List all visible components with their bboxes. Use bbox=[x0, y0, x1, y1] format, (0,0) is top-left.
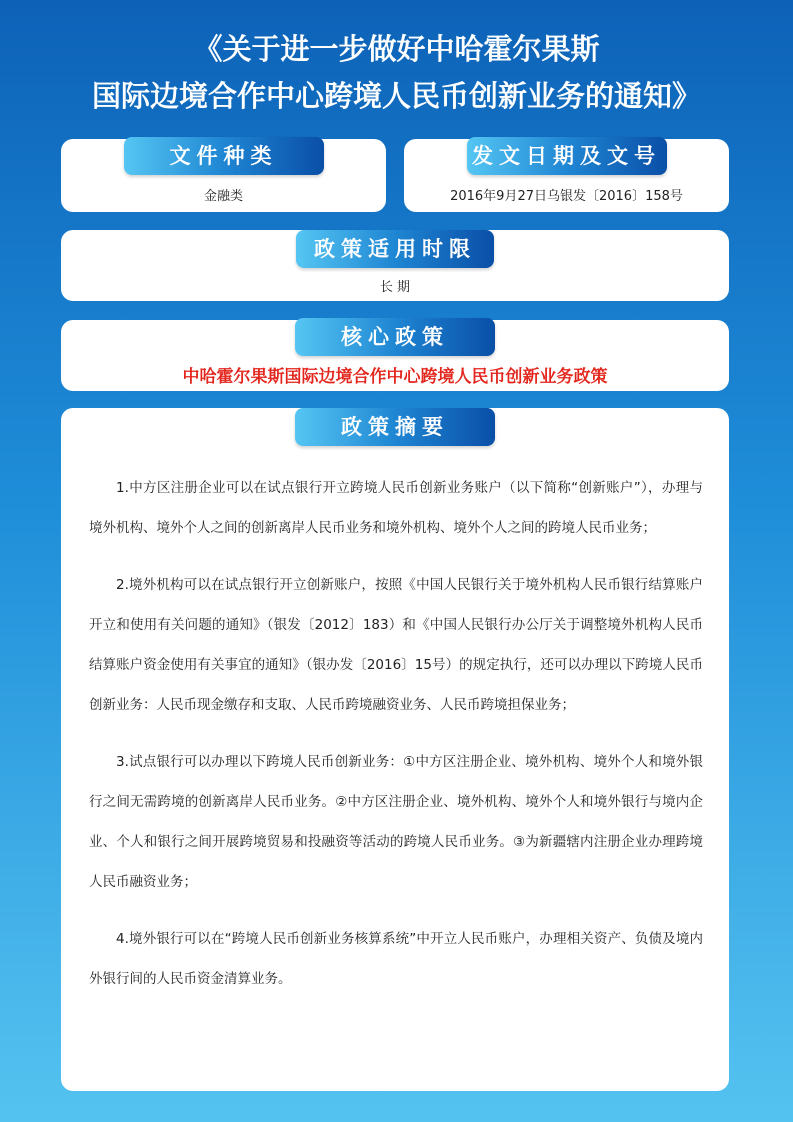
issue-info-label: 发文日期及文号 bbox=[467, 137, 667, 175]
core-policy-label: 核心政策 bbox=[295, 318, 495, 356]
summary-card bbox=[61, 408, 729, 1091]
issue-info-card bbox=[404, 139, 729, 212]
issue-info-value: 2016年9月27日乌银发〔2016〕158号 bbox=[450, 189, 683, 204]
core-policy-card bbox=[61, 320, 729, 391]
summary-paragraph-1: 1.中方区注册企业可以在试点银行开立跨境人民币创新业务账户（以下简称“创新账户”），办理与境外机构、境外个人之间的创新离岸人民币业务和境外机构、境外个人之间的跨境人民币业务； bbox=[89, 480, 703, 536]
validity-card bbox=[61, 230, 729, 301]
summary-body bbox=[89, 468, 703, 1016]
file-type-card bbox=[61, 139, 386, 212]
file-type-value: 金融类 bbox=[203, 189, 243, 204]
summary-label: 政策摘要 bbox=[295, 408, 495, 446]
summary-paragraph-2: 2.境外机构可以在试点银行开立创新账户，按照《中国人民银行关于境外机构人民币银行结算账户开立和使用有关问题的通知》（银发〔2012〕183）和《中国人民银行办公厅关于调整境外机构人民币结算账户资金使用有关事宜的通知》（银办发〔2016〕15号）的规定执行，还可以办理以下跨境人民币创新业务：人民币现金缴存和支取、人民币跨境融资业务、人民币跨境担保业务； bbox=[89, 577, 703, 713]
document-title-line1: 《关于进一步做好中哈霍尔果斯 bbox=[193, 32, 600, 66]
validity-value: 长 期 bbox=[379, 280, 411, 295]
summary-paragraph-4: 4.境外银行可以在“跨境人民币创新业务核算系统”中开立人民币账户，办理相关资产、负债及境内外银行间的人民币资金清算业务。 bbox=[89, 931, 703, 987]
document-title-line2: 国际边境合作中心跨境人民币创新业务的通知》 bbox=[91, 79, 701, 113]
validity-label: 政策适用时限 bbox=[296, 230, 494, 268]
file-type-label: 文件种类 bbox=[124, 137, 324, 175]
core-policy-value: 中哈霍尔果斯国际边境合作中心跨境人民币创新业务政策 bbox=[182, 367, 608, 387]
summary-paragraph-3: 3.试点银行可以办理以下跨境人民币创新业务：①中方区注册企业、境外机构、境外个人和境外银行之间无需跨境的创新离岸人民币业务。②中方区注册企业、境外机构、境外个人和境外银行与境内企业、个人和银行之间开展跨境贸易和投融资等活动的跨境人民币业务。③为新疆辖内注册企业办理跨境人民币融资业务； bbox=[89, 754, 703, 890]
